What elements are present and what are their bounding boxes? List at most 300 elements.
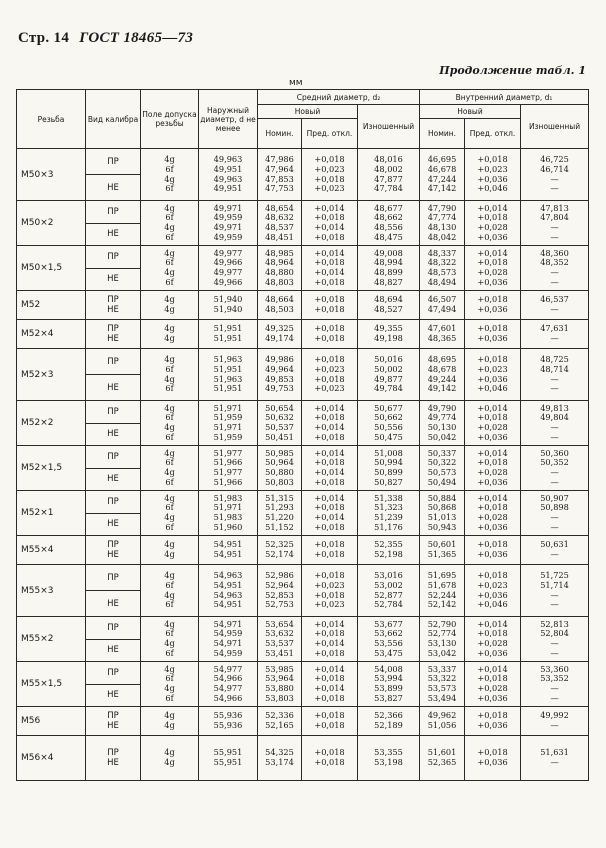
cell-value: 49,971 [213,222,243,232]
cell-value: 6f [165,412,174,423]
cell-value: +0,046 [477,383,508,394]
cell-value: 53,556 [374,638,403,648]
cell-inner-worn [521,149,589,201]
cell-value: 51,176 [374,521,403,532]
cell-value: +0,046 [477,183,508,194]
cell-inner-worn [521,201,589,246]
cell-value: 54,951 [213,539,243,550]
gauge-label: ПР [86,401,140,424]
cell-inner-worn [521,491,589,536]
cell-pitch-worn [358,736,420,781]
cell-value: 49,966 [213,257,243,268]
cell-value: +0,014 [314,402,345,413]
cell-outer [199,401,258,446]
cell-value: 53,002 [374,579,403,590]
cell-value: 49,977 [213,267,243,277]
cell-outer [199,201,258,246]
cell-value: +0,018 [314,304,345,314]
cell-value: 52,804 [540,628,569,639]
cell-inner-nom [420,617,465,662]
gauge-label: ПР [86,201,140,224]
cell-value: — [550,683,559,693]
cell-value: 54,951 [213,599,243,610]
gauge-label: ПР [107,295,119,305]
cell-value: +0,018 [477,570,508,581]
cell-value: +0,023 [477,579,508,590]
cell-value: +0,023 [314,163,345,174]
thread-designation: M55×4 [17,536,86,565]
cell-pitch-worn [358,617,420,662]
cell-value: 4g [164,333,175,343]
cell-value: +0,018 [477,212,508,223]
gauge-label: ПР [86,246,140,269]
cell-value: 50,868 [427,502,457,513]
cell-value: 6f [165,183,174,194]
cell-value: +0,018 [314,757,345,767]
cell-pitch-worn [358,320,420,349]
cell-value: 50,556 [374,422,403,432]
cell-inner-dev [465,291,521,320]
cell-value: 4g [164,354,175,365]
cell-value: 52,774 [427,628,457,639]
cell-value: +0,036 [477,589,508,600]
cell-inner-nom [420,291,465,320]
cell-value: 4g [164,402,175,413]
cell-value: 4g [164,492,175,503]
cell-value: 50,352 [540,457,569,468]
cell-value: 48,337 [427,247,457,258]
cell-value: 47,804 [540,212,569,223]
cell-value: 51,971 [213,502,243,513]
cell-tol [141,446,199,491]
cell-value: +0,014 [477,402,508,413]
gauge-dimensions-table [16,89,589,781]
cell-value: 53,130 [427,638,457,648]
cell-pitch-dev [302,662,358,707]
cell-value: 4g [164,747,175,758]
cell-value: 51,951 [213,363,243,374]
cell-value: — [550,231,559,242]
gauge-type-cell [86,536,141,565]
cell-value: 46,537 [540,294,569,305]
cell-outer [199,291,258,320]
cell-pitch-worn [358,565,420,617]
cell-value: +0,018 [314,502,345,513]
cell-value: 48,662 [374,212,403,223]
cell-inner-worn [521,662,589,707]
cell-value: 47,753 [265,183,294,194]
cell-value: 49,951 [213,163,243,174]
cell-value: 4g [164,202,175,213]
cell-value: 53,573 [427,683,457,693]
cell-value: +0,018 [477,354,508,365]
gauge-label: ПР [107,324,119,334]
cell-value: 51,678 [427,579,457,590]
cell-pitch-nom [258,736,302,781]
gauge-label: НЕ [107,382,119,393]
cell-value: +0,036 [477,692,508,703]
cell-value: 52,365 [427,757,457,767]
cell-value: 47,877 [374,173,403,184]
cell-outer [199,617,258,662]
cell-value: 51,971 [213,422,243,432]
cell-value: 54,959 [213,647,243,658]
col-pitch-worn: Изношенный [358,105,420,149]
cell-pitch-dev [302,246,358,291]
cell-value: 50,337 [427,447,457,458]
cell-value: +0,014 [314,222,345,232]
cell-pitch-nom [258,149,302,201]
cell-value: +0,014 [314,492,345,503]
gauge-type-cell [86,446,141,491]
cell-value: 50,943 [427,521,457,532]
cell-value: 52,198 [374,549,403,559]
cell-value: 50,654 [265,402,294,413]
cell-inner-nom [420,320,465,349]
cell-value: +0,036 [477,333,508,343]
cell-value: 48,503 [265,304,294,314]
cell-tol [141,662,199,707]
cell-value: 53,827 [374,692,403,703]
cell-value: 52,336 [265,710,294,721]
cell-value: 51,977 [213,467,243,477]
cell-value: 4g [164,373,175,384]
cell-tol [141,617,199,662]
cell-value: +0,014 [314,683,345,693]
cell-value: 53,042 [427,647,457,658]
cell-value: 51,056 [427,720,457,730]
cell-outer [199,246,258,291]
cell-value: 6f [165,257,174,268]
cell-value: 53,198 [374,757,403,767]
cell-value: 52,189 [374,720,403,730]
cell-value: 52,165 [265,720,294,730]
cell-value: +0,023 [477,163,508,174]
col-inner-diameter: Внутренний диаметр, d₁ [420,90,589,105]
cell-value: — [550,589,559,600]
cell-value: 48,556 [374,222,403,232]
cell-value: +0,023 [314,579,345,590]
table-row [17,536,589,565]
cell-value: +0,018 [477,747,508,758]
cell-value: 6f [165,476,174,487]
cell-value: 46,507 [427,294,457,305]
cell-inner-worn [521,565,589,617]
cell-value: 51,951 [213,323,243,334]
cell-value: +0,023 [477,363,508,374]
cell-value: 50,537 [265,422,294,432]
cell-value: +0,018 [477,154,508,165]
thread-designation: M55×2 [17,617,86,662]
cell-value: 4g [164,173,175,184]
cell-value: +0,014 [314,618,345,629]
cell-tol [141,291,199,320]
cell-value: 53,985 [265,663,294,674]
cell-value: 52,142 [427,599,457,610]
unit-label: мм [289,78,303,88]
cell-value: 48,451 [265,231,294,242]
cell-inner-dev [465,536,521,565]
cell-value: 51,960 [213,521,243,532]
cell-value: 49,804 [540,412,569,423]
table-row [17,349,589,401]
cell-value: +0,018 [314,710,345,721]
cell-value: 51,971 [213,402,243,413]
cell-value: 50,662 [374,412,403,423]
cell-value: 4g [164,294,175,305]
cell-tol [141,149,199,201]
cell-value: 53,677 [374,618,403,629]
cell-value: 4g [164,570,175,581]
cell-value: 50,322 [427,457,457,468]
cell-value: 46,678 [427,163,457,174]
cell-value: +0,023 [314,383,345,394]
cell-value: +0,018 [314,333,345,343]
cell-pitch-dev [302,565,358,617]
cell-value: 47,494 [427,304,457,314]
table-row [17,201,589,246]
cell-value: 49,962 [427,710,457,721]
cell-value: +0,036 [477,173,508,184]
thread-designation: M50×3 [17,149,86,201]
cell-value: 50,985 [265,447,294,458]
cell-value: 49,174 [265,333,294,343]
cell-value: +0,018 [314,276,345,287]
cell-inner-nom [420,736,465,781]
cell-value: +0,018 [477,502,508,513]
thread-designation: M52×3 [17,349,86,401]
cell-value: +0,014 [477,247,508,258]
cell-value: 52,244 [427,589,457,600]
gauge-label: НЕ [107,598,119,609]
cell-value: 48,365 [427,333,457,343]
gauge-label: ПР [86,491,140,514]
cell-inner-nom [420,491,465,536]
cell-inner-nom [420,201,465,246]
cell-value: 52,964 [265,579,294,590]
cell-value: 4g [164,663,175,674]
cell-inner-dev [465,401,521,446]
cell-value: +0,036 [477,720,508,730]
cell-outer [199,707,258,736]
cell-pitch-nom [258,401,302,446]
cell-value: — [550,549,559,559]
cell-value: 49,790 [427,402,457,413]
cell-value: +0,018 [314,628,345,639]
cell-pitch-dev [302,149,358,201]
gauge-label: НЕ [107,519,119,530]
cell-value: 53,475 [374,647,403,658]
cell-value: — [550,222,559,232]
cell-inner-nom [420,565,465,617]
gauge-label: НЕ [107,550,119,560]
cell-value: +0,018 [314,212,345,223]
cell-inner-worn [521,401,589,446]
cell-value: 51,983 [213,492,243,503]
cell-outer [199,349,258,401]
cell-value: 50,601 [427,539,457,550]
cell-inner-worn [521,246,589,291]
cell-value: +0,028 [477,267,508,277]
cell-value: 50,632 [265,412,294,423]
cell-value: 4g [164,323,175,334]
cell-inner-dev [465,201,521,246]
cell-value: +0,018 [314,570,345,581]
cell-pitch-worn [358,662,420,707]
cell-value: 53,360 [540,663,569,674]
cell-value: +0,028 [477,512,508,522]
cell-value: 52,174 [265,549,294,559]
cell-value: +0,036 [477,647,508,658]
cell-value: 49,986 [265,354,294,365]
cell-value: 6f [165,457,174,468]
cell-value: 46,725 [540,154,569,165]
cell-tol [141,707,199,736]
cell-pitch-dev [302,707,358,736]
cell-value: 49,774 [427,412,457,423]
cell-value: +0,036 [477,549,508,559]
cell-value: 46,714 [540,163,569,174]
cell-value: 49,142 [427,383,457,394]
cell-value: 6f [165,231,174,242]
cell-value: 48,664 [265,294,294,305]
cell-value: 51,725 [540,570,569,581]
table-row [17,149,589,201]
cell-inner-nom [420,446,465,491]
cell-tol [141,565,199,617]
cell-value: +0,018 [314,354,345,365]
cell-value: 4g [164,539,175,550]
cell-value: +0,018 [477,412,508,423]
cell-value: 50,898 [540,502,569,513]
cell-inner-nom [420,149,465,201]
thread-designation: M50×1,5 [17,246,86,291]
cell-tol [141,736,199,781]
cell-value: 48,475 [374,231,403,242]
cell-value: +0,018 [477,628,508,639]
cell-value: 51,714 [540,579,569,590]
gauge-type-cell [86,662,141,707]
table-row [17,491,589,536]
thread-designation: M52×1,5 [17,446,86,491]
cell-value: 47,813 [540,202,569,213]
cell-value: +0,014 [477,618,508,629]
page-number: Стр. 14 [18,30,70,46]
cell-value: 53,803 [265,692,294,703]
cell-value: +0,014 [477,492,508,503]
cell-value: 4g [164,757,175,767]
table-row [17,320,589,349]
cell-value: 52,813 [540,618,569,629]
gauge-label: ПР [107,711,119,721]
cell-value: 51,951 [213,383,243,394]
cell-outer [199,736,258,781]
cell-value: 49,877 [374,373,403,384]
col-outer-diameter: Наружный диаметр, d не менее [199,90,258,149]
cell-value: 53,994 [374,673,403,684]
cell-value: 51,966 [213,476,243,487]
cell-value: — [550,512,559,522]
cell-value: 47,964 [265,163,294,174]
cell-pitch-dev [302,320,358,349]
cell-value: +0,014 [314,638,345,648]
cell-pitch-worn [358,201,420,246]
col-pitch-deviation: Пред. откл. [302,119,358,149]
cell-value: 48,899 [374,267,403,277]
gauge-label: ПР [86,565,140,591]
table-row [17,446,589,491]
thread-designation: M55×3 [17,565,86,617]
cell-value: +0,018 [314,431,345,442]
cell-value: +0,028 [477,422,508,432]
cell-value: 48,322 [427,257,457,268]
cell-value: +0,036 [477,431,508,442]
cell-inner-dev [465,617,521,662]
gauge-type-cell [86,491,141,536]
table-row [17,291,589,320]
cell-value: 53,451 [265,647,294,658]
cell-value: +0,018 [314,412,345,423]
cell-pitch-dev [302,736,358,781]
cell-value: — [550,276,559,287]
cell-value: 51,293 [265,502,294,513]
cell-value: 6f [165,163,174,174]
gauge-label: ПР [86,349,140,375]
cell-value: — [550,692,559,703]
cell-value: 52,790 [427,618,457,629]
cell-value: 51,959 [213,412,243,423]
cell-value: 48,803 [265,276,294,287]
cell-inner-dev [465,320,521,349]
cell-value: 49,964 [265,363,294,374]
cell-value: 48,985 [265,247,294,258]
cell-value: 47,790 [427,202,457,213]
cell-value: 48,677 [374,202,403,213]
cell-value: 49,977 [213,247,243,258]
cell-value: 50,016 [374,354,403,365]
cell-inner-nom [420,401,465,446]
cell-value: 6f [165,647,174,658]
cell-value: 6f [165,599,174,610]
col-pitch-diameter: Средний диаметр, d₂ [258,90,420,105]
cell-pitch-worn [358,536,420,565]
cell-inner-worn [521,320,589,349]
cell-value: 49,966 [213,276,243,287]
cell-value: 53,662 [374,628,403,639]
cell-value: 51,963 [213,373,243,384]
cell-value: 47,142 [427,183,457,194]
cell-value: 51,983 [213,512,243,522]
cell-value: 49,198 [374,333,403,343]
cell-value: 51,338 [374,492,403,503]
cell-value: 52,753 [265,599,294,610]
gauge-label: НЕ [107,305,119,315]
cell-value: 53,337 [427,663,457,674]
cell-outer [199,320,258,349]
cell-value: 50,803 [265,476,294,487]
cell-value: 49,963 [213,173,243,184]
gauge-label: ПР [86,662,140,685]
cell-value: 50,677 [374,402,403,413]
cell-tol [141,320,199,349]
cell-value: +0,014 [477,663,508,674]
cell-inner-nom [420,536,465,565]
cell-inner-dev [465,349,521,401]
table-continuation-label: Продолжение табл. 1 [439,64,586,77]
col-inner-deviation: Пред. откл. [465,119,521,149]
cell-inner-dev [465,491,521,536]
cell-value: 48,527 [374,304,403,314]
